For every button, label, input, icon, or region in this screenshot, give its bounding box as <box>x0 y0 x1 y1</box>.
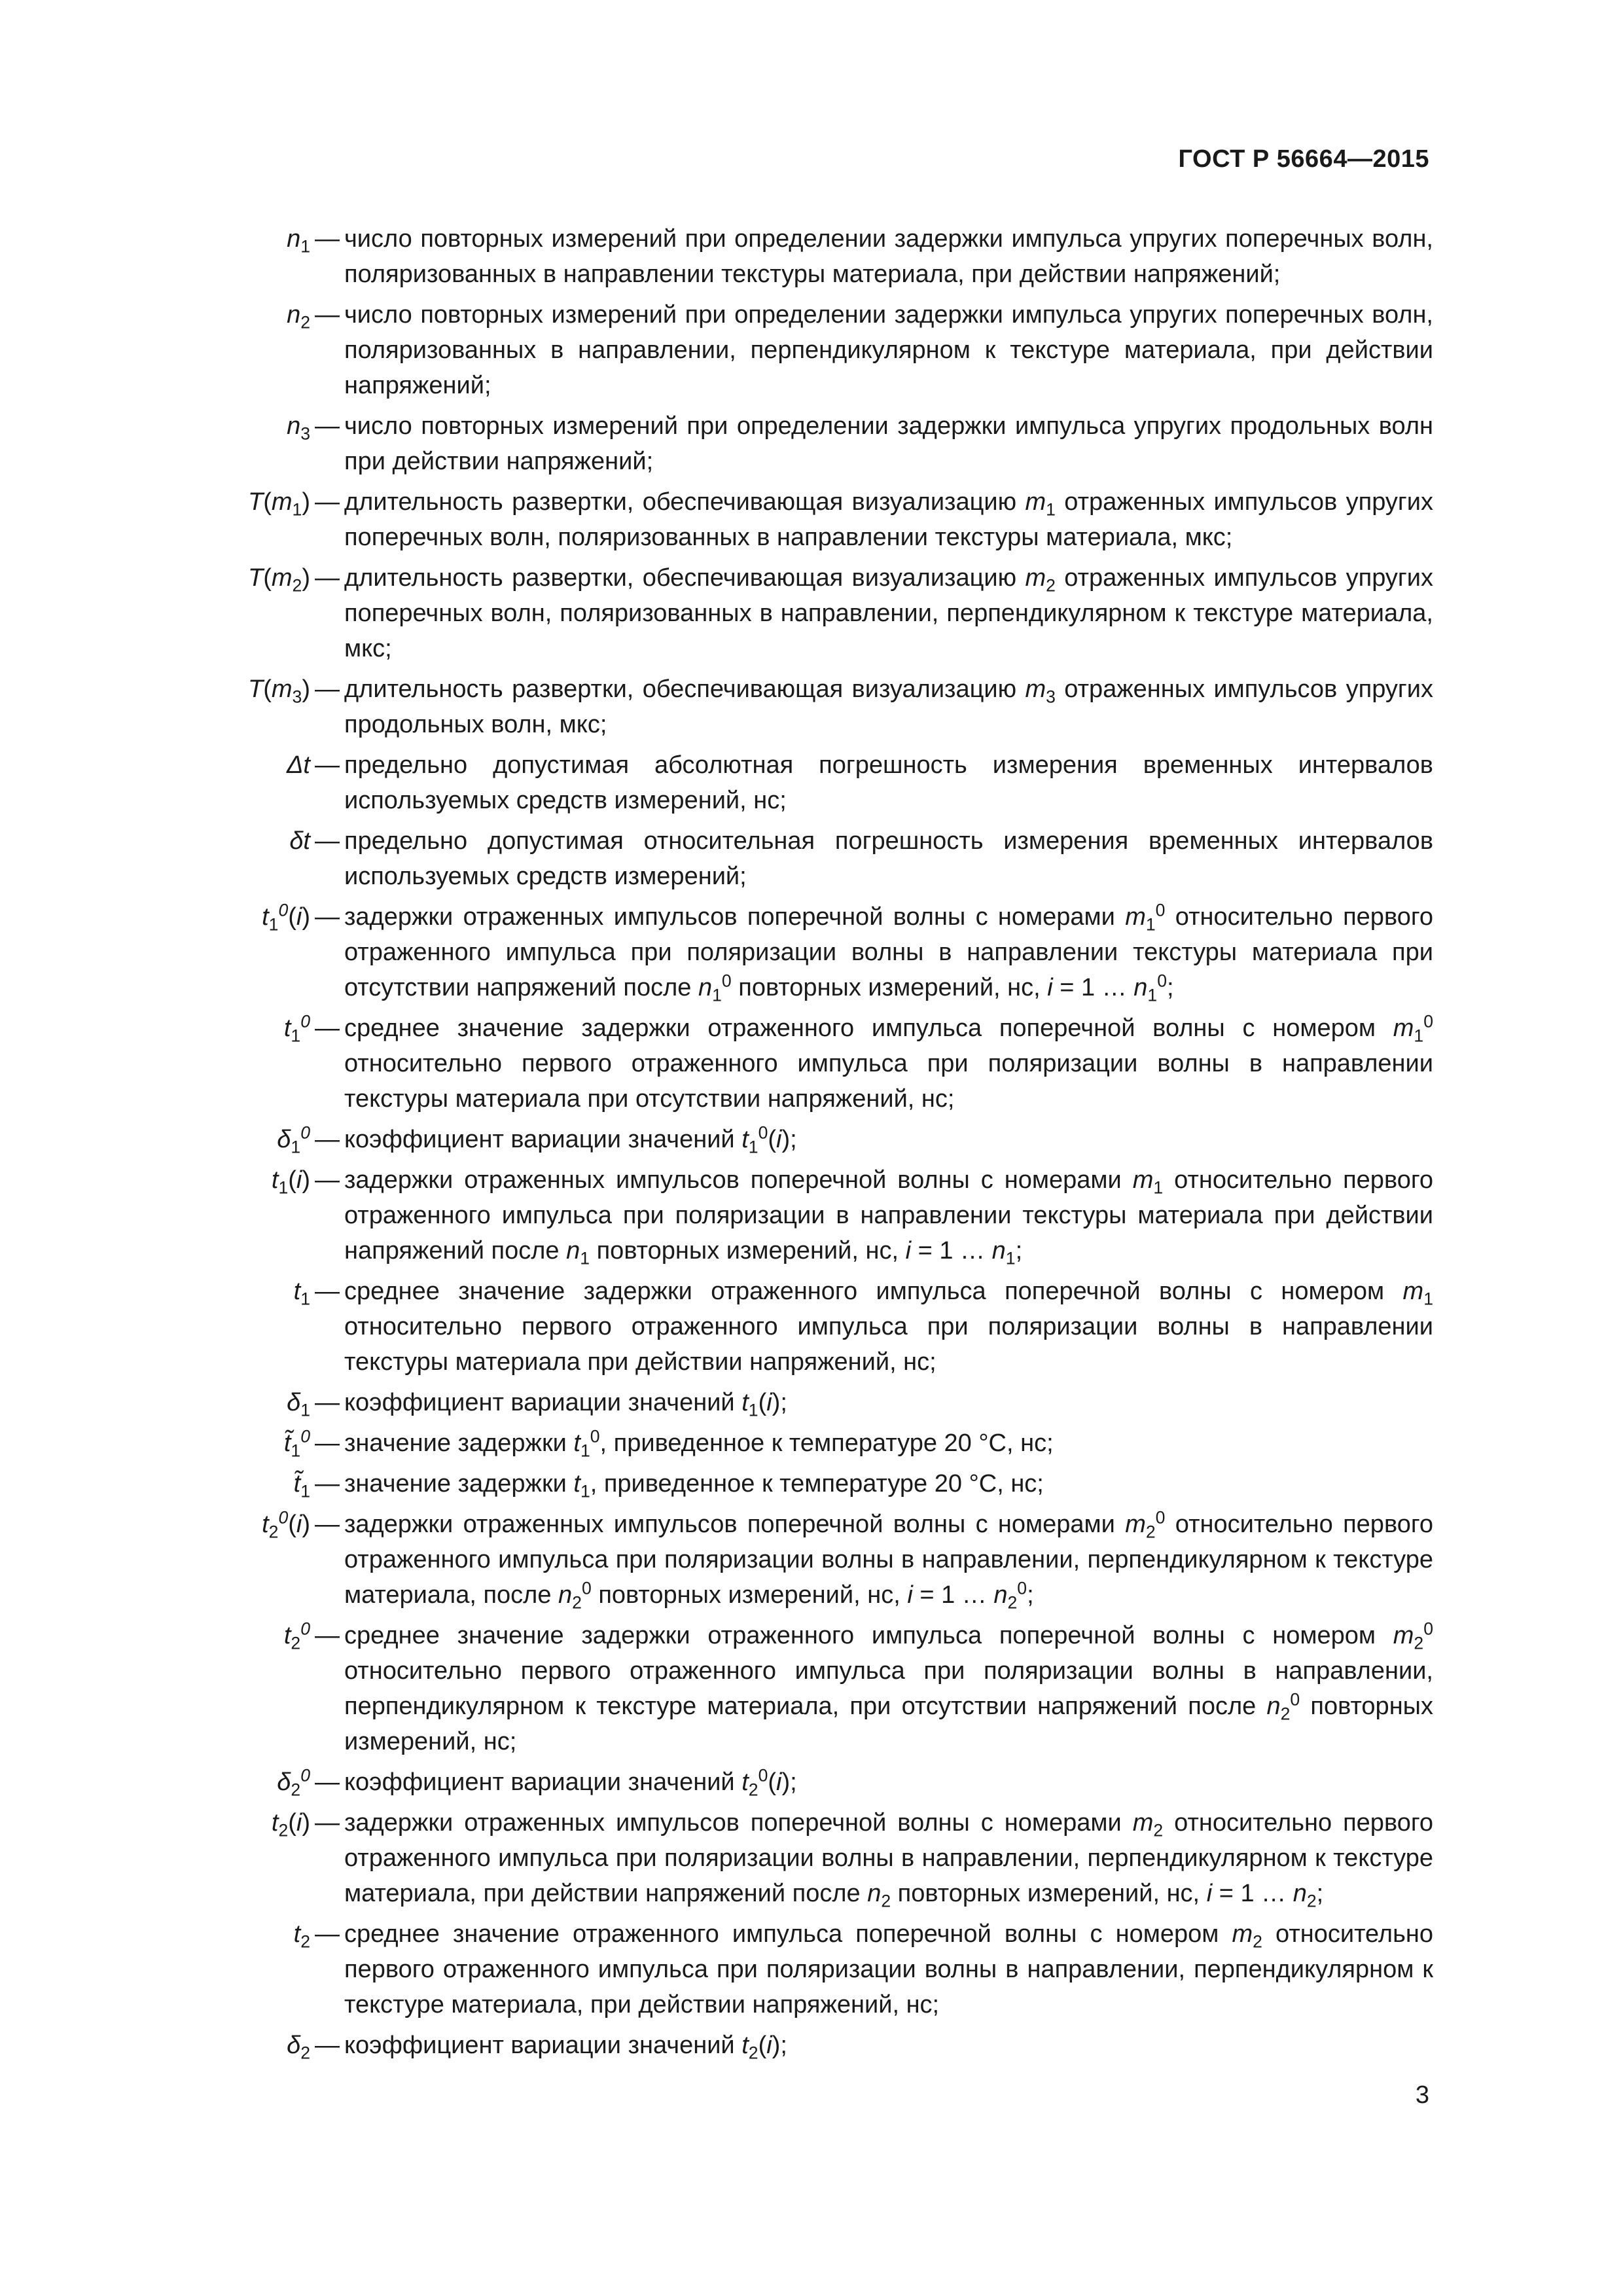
definition-symbol: $t̃_1^0$ <box>283 1426 310 1461</box>
definition-item <box>196 1916 1433 2022</box>
definition-dash: — <box>315 2032 340 2059</box>
definition-text: число повторных измерений при определении задержки импульса упругих поперечных волн, поляризованных в направлении, перпендикулярном к текстуре материала, при действии напряжений; <box>344 301 1433 399</box>
definition-item <box>196 672 1433 742</box>
definition-item <box>196 408 1433 479</box>
definition-item <box>196 1122 1433 1157</box>
definition-item <box>196 747 1433 818</box>
definition-text: задержки отраженных импульсов поперечной волны с номерами $m_2^0$ относительно первого отраженного импульса при поляризации волны в направлении, перпендикулярном к текстуре материала, после $n_2^0$ повторных измерений, нс, i = 1 … $n_2^0$; <box>344 1507 1433 1613</box>
definition-symbol: $t_2(i)$ <box>271 1809 310 1840</box>
definition-text: среднее значение задержки отраженного импульса поперечной волны с номером $m_1$ относительно первого отраженного импульса при поляризации волны в направлении текстуры материала при действии напряжений, нс; <box>344 1278 1433 1376</box>
definition-text: задержки отраженных импульсов поперечной волны с номерами $m_2$ относительно первого отраженного импульса при поляризации волны в направлении, перпендикулярном к текстуре материала, при действии напряжений после $n_2$ повторных измерений, нс, i = 1 … $n_2$; <box>344 1809 1433 1911</box>
definition-item <box>196 899 1433 1005</box>
definition-dash: — <box>315 1014 340 1042</box>
definition-item <box>196 1507 1433 1613</box>
definition-item <box>196 484 1433 555</box>
definition-dash: — <box>315 1126 340 1153</box>
definition-dash: — <box>315 412 340 440</box>
definition-dash: — <box>315 1389 340 1416</box>
definition-item <box>196 1765 1433 1800</box>
definition-item <box>196 221 1433 292</box>
definition-text: число повторных измерений при определении задержки импульса упругих поперечных волн, поляризованных в направлении текстуры материала, при действии напряжений; <box>344 225 1433 288</box>
definition-dash: — <box>315 903 340 931</box>
definition-symbol: $t_1$ <box>293 1278 310 1309</box>
definition-symbol: $\delta_2^0$ <box>277 1765 310 1800</box>
definition-symbol: Δt <box>286 751 310 779</box>
definition-dash: — <box>315 1768 340 1796</box>
definition-symbol: $t_1(i)$ <box>271 1166 310 1198</box>
definition-text: задержки отраженных импульсов поперечной волны с номерами $m_1^0$ относительно первого отраженного импульса при поляризации волны в направлении текстуры материала при отсутствии напряжений после $n_1^0$ повторных измерений, нс, i = 1 … $n_1^0$; <box>344 900 1433 1005</box>
definition-text: коэффициент вариации значений $t_2^0(i)$; <box>344 1765 797 1800</box>
definition-text: коэффициент вариации значений $t_2(i)$; <box>344 2032 787 2063</box>
definition-dash: — <box>315 751 340 779</box>
definition-item <box>196 823 1433 894</box>
definition-text: длительность развертки, обеспечивающая визуализацию $m_1$ отраженных импульсов упругих поперечных волн, поляризованных в направлении текстуры материала, мкс; <box>344 488 1433 551</box>
definition-item <box>196 297 1433 403</box>
definition-dash: — <box>315 1809 340 1837</box>
definition-symbol: δt <box>289 827 310 855</box>
definition-symbol: $t̃_1$ <box>293 1470 310 1501</box>
definition-item <box>196 1385 1433 1420</box>
definition-symbol: $t_1^0(i)$ <box>262 900 310 935</box>
definition-text: коэффициент вариации значений $t_1(i)$; <box>344 1389 787 1420</box>
definition-symbol: $T(m_1)$ <box>248 488 310 520</box>
definition-symbol: $t_2$ <box>293 1920 310 1952</box>
definition-symbol: $T(m_3)$ <box>248 675 310 707</box>
definition-item <box>196 1466 1433 1501</box>
definition-dash: — <box>315 564 340 592</box>
definition-item <box>196 2028 1433 2063</box>
definition-symbol: $\delta_2$ <box>287 2032 310 2063</box>
definition-item <box>196 1162 1433 1268</box>
definition-symbol: $t_2^0(i)$ <box>262 1507 310 1542</box>
definition-symbol: $T(m_2)$ <box>248 564 310 596</box>
definition-symbol: $n_1$ <box>287 225 310 257</box>
definitions-list <box>196 221 1433 2068</box>
definition-text: значение задержки $t_1^0$, приведенное к температуре 20 °С, нс; <box>344 1426 1054 1461</box>
definition-dash: — <box>315 827 340 855</box>
definition-dash: — <box>315 1920 340 1948</box>
definition-item <box>196 1274 1433 1380</box>
definition-dash: — <box>315 301 340 329</box>
definition-text: задержки отраженных импульсов поперечной волны с номерами $m_1$ относительно первого отраженного импульса при поляризации в направлении текстуры материала при действии напряжений после $n_1$ повторных измерений, нс, i = 1 … $n_1$; <box>344 1166 1433 1268</box>
definition-item <box>196 1426 1433 1461</box>
definition-text: предельно допустимая относительная погрешность измерения временных интервалов используемых средств измерений; <box>344 827 1433 890</box>
definition-symbol: $t_1^0$ <box>283 1011 310 1046</box>
definition-symbol: $n_3$ <box>287 412 310 444</box>
definition-text: предельно допустимая абсолютная погрешность измерения временных интервалов используемых средств измерений, нс; <box>344 751 1433 814</box>
page-number: 3 <box>1415 2081 1429 2109</box>
definition-item <box>196 1011 1433 1117</box>
document-code: ГОСТ Р 56664—2015 <box>1178 145 1429 173</box>
definition-symbol: $t_2^0$ <box>283 1619 310 1653</box>
definition-dash: — <box>315 1470 340 1498</box>
definition-text: среднее значение задержки отраженного импульса поперечной волны с номером $m_1^0$ относительно первого отраженного импульса при поляризации волны в направлении текстуры материала при отсутствии напряжений, нс; <box>344 1011 1433 1113</box>
definition-dash: — <box>315 1278 340 1305</box>
definition-symbol: $\delta_1$ <box>287 1389 310 1420</box>
definition-symbol: $n_2$ <box>287 301 310 332</box>
definition-dash: — <box>315 1511 340 1538</box>
definition-item <box>196 1805 1433 1911</box>
definition-dash: — <box>315 675 340 703</box>
definition-dash: — <box>315 488 340 516</box>
definition-text: коэффициент вариации значений $t_1^0(i)$; <box>344 1122 797 1157</box>
definition-dash: — <box>315 1429 340 1457</box>
definition-text: среднее значение отраженного импульса поперечной волны с номером $m_2$ относительно первого отраженного импульса при поляризации волны в направлении, перпендикулярном к текстуре материала, при действии напряжений, нс; <box>344 1920 1434 2018</box>
definition-text: значение задержки $t_1$, приведенное к температуре 20 °С, нс; <box>344 1470 1044 1501</box>
definition-text: длительность развертки, обеспечивающая визуализацию $m_3$ отраженных импульсов упругих продольных волн, мкс; <box>344 675 1433 738</box>
definition-text: длительность развертки, обеспечивающая визуализацию $m_2$ отраженных импульсов упругих поперечных волн, поляризованных в направлении, перпендикулярном к текстуре материала, мкс; <box>344 564 1433 662</box>
definition-text: число повторных измерений при определении задержки импульса упругих продольных волн при действии напряжений; <box>344 412 1433 475</box>
definition-symbol: $\delta_1^0$ <box>277 1122 310 1157</box>
definition-text: среднее значение задержки отраженного импульса поперечной волны с номером $m_2^0$ относительно первого отраженного импульса при поляризации волны в направлении, перпендикулярном к текстуре материала, при отсутствии напряжений после $n_2^0$ повторных измерений, нс; <box>344 1619 1433 1755</box>
definition-dash: — <box>315 1622 340 1649</box>
definition-item <box>196 560 1433 666</box>
definition-dash: — <box>315 225 340 253</box>
definition-dash: — <box>315 1166 340 1194</box>
definition-item <box>196 1618 1433 1759</box>
